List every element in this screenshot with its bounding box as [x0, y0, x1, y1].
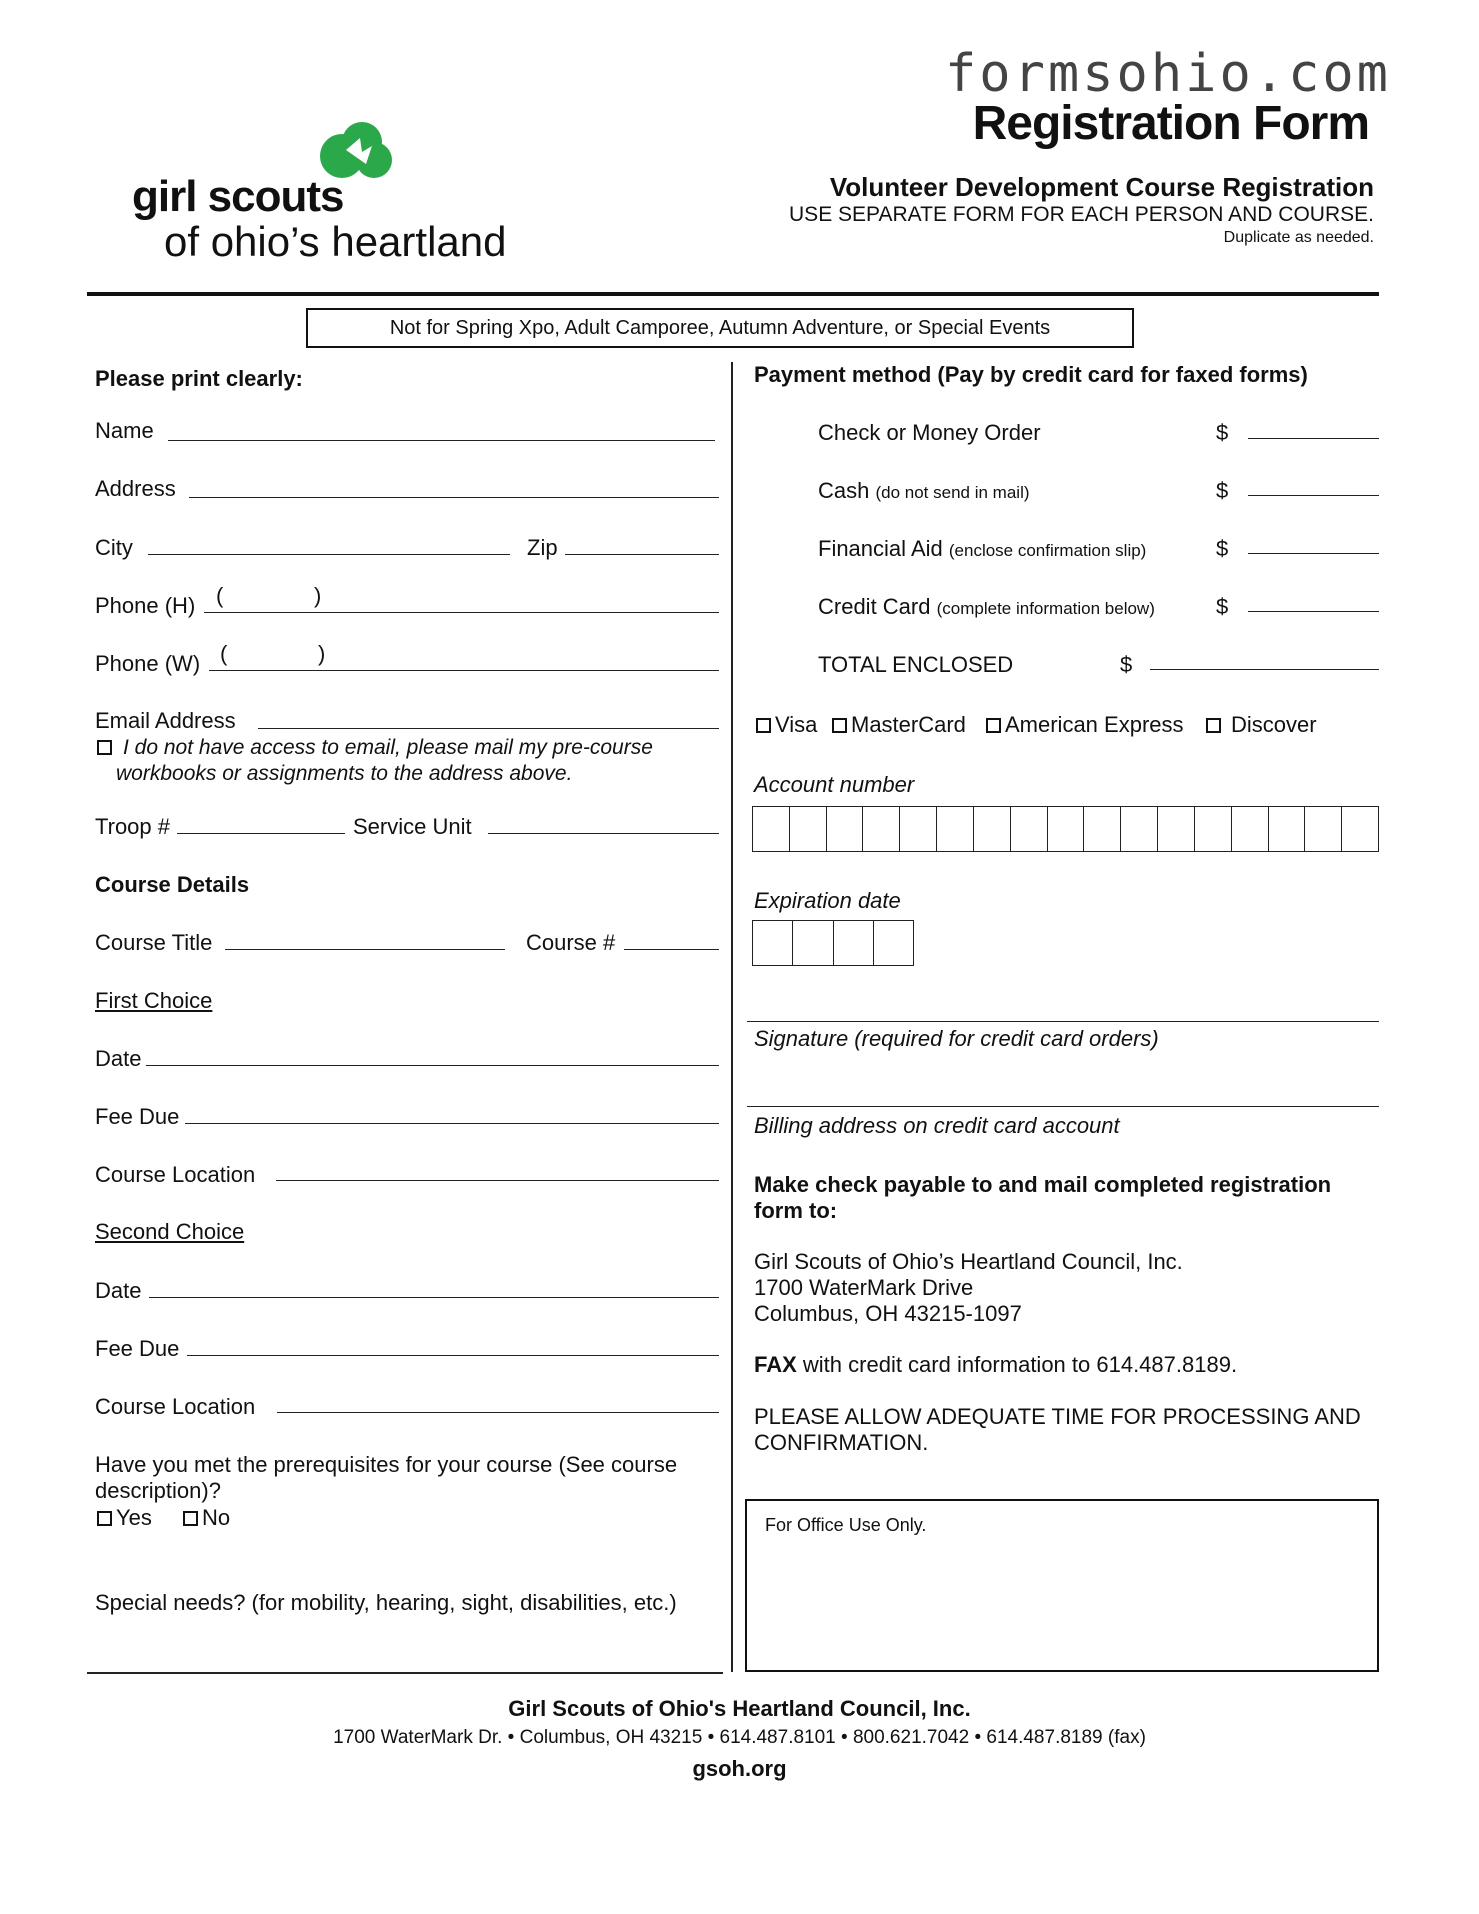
card-visa[interactable]: [756, 712, 817, 738]
name-label: Name: [95, 418, 154, 443]
name-field[interactable]: [168, 440, 715, 441]
print-clearly-heading: Please print clearly:: [95, 366, 303, 391]
mail-addr-1: Girl Scouts of Ohio’s Heartland Council, Inc.: [754, 1249, 1183, 1274]
course-title-field[interactable]: [225, 949, 505, 950]
course-num-label: Course #: [526, 930, 616, 955]
card-mastercard-label: MasterCard: [851, 712, 966, 737]
service-unit-field[interactable]: [488, 833, 719, 834]
credit-text: Credit Card: [818, 594, 931, 619]
aid-label: [818, 536, 1146, 562]
date1-field[interactable]: [146, 1065, 719, 1066]
logo-line2: of ohio’s heartland: [164, 218, 507, 265]
aid-amount-field[interactable]: [1248, 553, 1379, 554]
top-rule: [87, 292, 1379, 296]
cash-amount-field[interactable]: [1248, 495, 1379, 496]
card-discover-label: Discover: [1231, 712, 1317, 737]
column-divider: [731, 362, 733, 1672]
zip-field[interactable]: [565, 554, 719, 555]
separate-note: USE SEPARATE FORM FOR EACH PERSON AND COURSE.: [789, 203, 1374, 226]
no-option[interactable]: [183, 1505, 230, 1531]
email-label: Email Address: [95, 708, 236, 733]
phone-h-field[interactable]: [204, 612, 719, 613]
billing-field[interactable]: [747, 1106, 1379, 1107]
office-use-box: [745, 1499, 1379, 1672]
mail-addr-2: 1700 WaterMark Drive: [754, 1275, 974, 1300]
phone-w-label: Phone (W): [95, 651, 201, 676]
watermark: formsohio.com: [945, 44, 1391, 104]
check-label: Check or Money Order: [818, 420, 1041, 445]
footer-org: Girl Scouts of Ohio's Heartland Council, Inc.: [508, 1696, 971, 1721]
first-choice-heading: First Choice: [95, 988, 213, 1013]
yes-label: Yes: [116, 1505, 152, 1530]
fee2-field[interactable]: [187, 1355, 719, 1356]
address-field[interactable]: [189, 497, 719, 498]
total-label: TOTAL ENCLOSED: [818, 652, 1014, 677]
subtitle: Volunteer Development Course Registration: [829, 172, 1374, 202]
service-unit-label: Service Unit: [353, 814, 472, 839]
phone-h-paren-close: ): [314, 583, 322, 608]
course-details-heading: Course Details: [95, 872, 250, 897]
account-number-label: Account number: [754, 772, 915, 797]
no-label: No: [202, 1505, 231, 1530]
phone-h-label: Phone (H): [95, 593, 196, 618]
fax-line: [754, 1352, 1237, 1378]
card-amex-label: American Express: [1005, 712, 1184, 737]
card-visa-label: Visa: [775, 712, 818, 737]
footer-contact: 1700 WaterMark Dr. • Columbus, OH 43215 • 614.487.8101 • 800.621.7042 • 614.487.8189 (fax): [333, 1727, 1146, 1748]
allow-time-1: PLEASE ALLOW ADEQUATE TIME FOR PROCESSING AND: [754, 1404, 1361, 1429]
city-field[interactable]: [148, 554, 510, 555]
date2-field[interactable]: [149, 1297, 719, 1298]
address-label: Address: [95, 476, 176, 501]
phone-w-paren-close: ): [318, 641, 326, 666]
cash-note: (do not send in mail): [875, 483, 1030, 502]
troop-field[interactable]: [177, 833, 345, 834]
aid-dollar: $: [1216, 536, 1229, 561]
check-dollar: $: [1216, 420, 1229, 445]
duplicate-note: Duplicate as needed.: [1223, 229, 1374, 246]
cash-dollar: $: [1216, 478, 1229, 503]
no-email-checkbox[interactable]: [97, 740, 116, 759]
date1-label: Date: [95, 1046, 142, 1071]
aid-note: (enclose confirmation slip): [948, 541, 1147, 560]
notice-box: [306, 308, 1134, 348]
location2-field[interactable]: [277, 1412, 719, 1413]
card-amex[interactable]: [986, 712, 1184, 738]
no-email-text-1: I do not have access to email, please mail my pre-course: [123, 736, 653, 759]
credit-note: (complete information below): [936, 599, 1155, 618]
fax-rest: with credit card information to 614.487.8189.: [796, 1352, 1238, 1377]
mail-heading-1: Make check payable to and mail completed registration: [754, 1172, 1332, 1197]
zip-label: Zip: [527, 535, 558, 560]
check-amount-field[interactable]: [1248, 438, 1379, 439]
expiration-grid[interactable]: [752, 920, 914, 966]
allow-time-2: CONFIRMATION.: [754, 1430, 929, 1455]
card-discover[interactable]: [1206, 712, 1317, 738]
logo-line1: girl scouts: [132, 172, 344, 221]
card-mastercard[interactable]: [832, 712, 966, 738]
course-title-label: Course Title: [95, 930, 213, 955]
yes-option[interactable]: [97, 1505, 152, 1531]
no-email-text-2: workbooks or assignments to the address above.: [116, 762, 573, 785]
second-choice-heading: Second Choice: [95, 1219, 245, 1244]
cash-text: Cash: [818, 478, 870, 503]
course-num-field[interactable]: [624, 949, 719, 950]
credit-dollar: $: [1216, 594, 1229, 619]
city-label: City: [95, 535, 133, 560]
cash-label: [818, 478, 1030, 504]
email-field[interactable]: [258, 728, 719, 729]
credit-amount-field[interactable]: [1248, 611, 1379, 612]
location2-label: Course Location: [95, 1394, 256, 1419]
location1-field[interactable]: [276, 1180, 719, 1181]
location1-label: Course Location: [95, 1162, 256, 1187]
fee1-label: Fee Due: [95, 1104, 180, 1129]
footer-site: gsoh.org: [692, 1756, 787, 1781]
billing-label: Billing address on credit card account: [754, 1113, 1120, 1138]
aid-text: Financial Aid: [818, 536, 943, 561]
total-amount-field[interactable]: [1150, 669, 1379, 670]
office-use-label: For Office Use Only.: [765, 1515, 927, 1535]
phone-w-paren-open: (: [220, 641, 228, 666]
mail-heading-2: form to:: [754, 1198, 838, 1223]
phone-h-paren-open: (: [216, 583, 224, 608]
fee2-label: Fee Due: [95, 1336, 180, 1361]
signature-label: Signature (required for credit card orders): [754, 1026, 1159, 1051]
payment-heading: Payment method (Pay by credit card for faxed forms): [754, 362, 1308, 387]
prereq-text-1: Have you met the prerequisites for your course (See course: [95, 1452, 678, 1477]
phone-w-field[interactable]: [209, 670, 719, 671]
date2-label: Date: [95, 1278, 142, 1303]
bottom-rule: [87, 1672, 723, 1674]
account-number-grid[interactable]: [752, 806, 1379, 852]
troop-label: Troop #: [95, 814, 171, 839]
expiration-label: Expiration date: [754, 888, 901, 913]
mail-addr-3: Columbus, OH 43215-1097: [754, 1301, 1022, 1326]
fee1-field[interactable]: [185, 1123, 719, 1124]
special-needs-label: Special needs? (for mobility, hearing, sight, disabilities, etc.): [95, 1590, 677, 1615]
prereq-text-2: description)?: [95, 1478, 221, 1503]
fax-bold: FAX: [754, 1352, 797, 1377]
total-dollar: $: [1120, 652, 1133, 677]
signature-field[interactable]: [747, 1021, 1379, 1022]
form-title: Registration Form: [972, 97, 1369, 150]
credit-label: [818, 594, 1155, 620]
notice-text: Not for Spring Xpo, Adult Camporee, Autumn Adventure, or Special Events: [389, 317, 1051, 339]
